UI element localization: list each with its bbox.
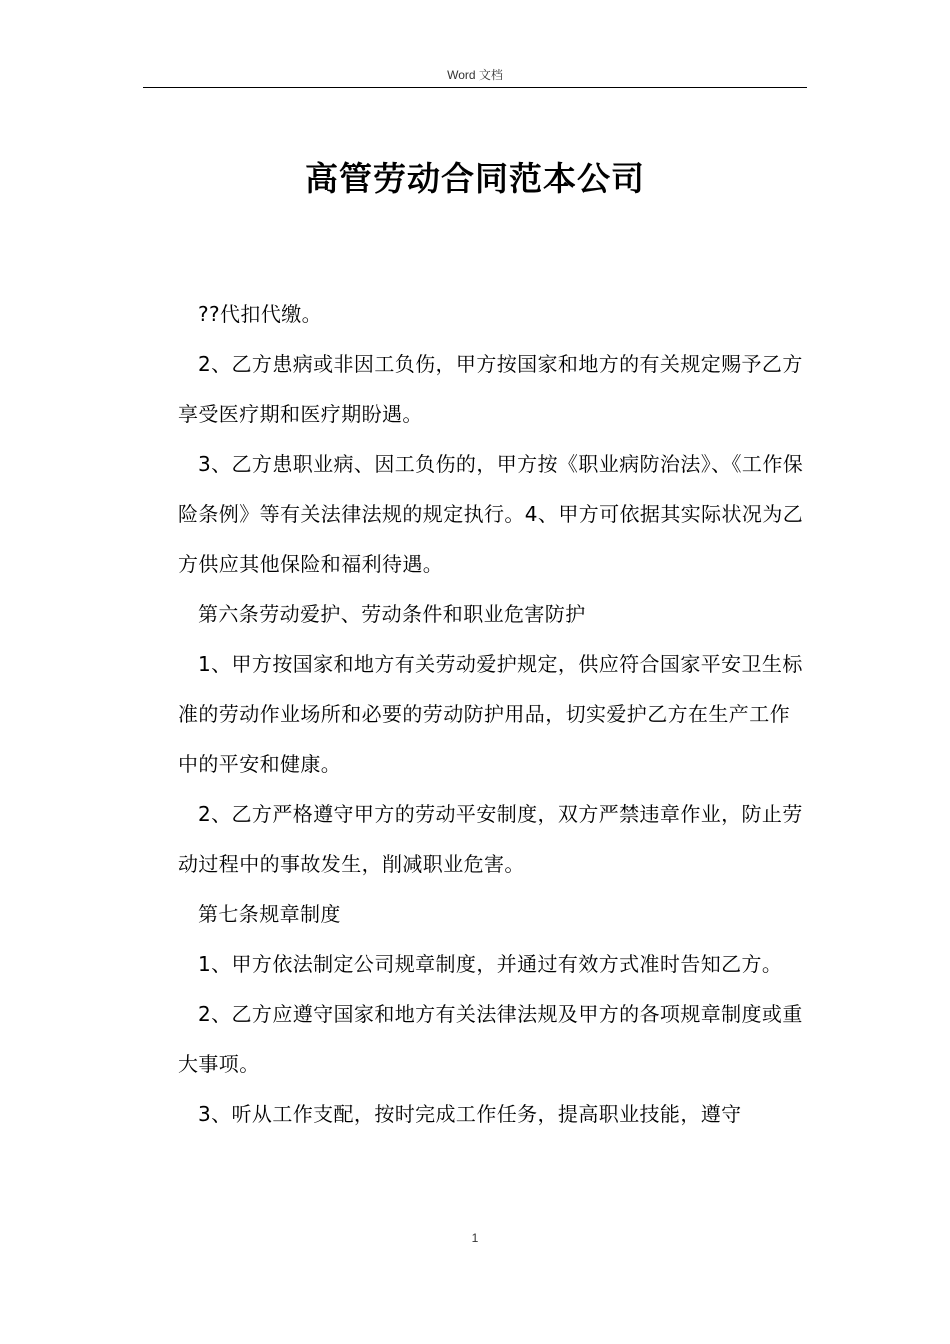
section-heading: 第六条劳动爱护、劳动条件和职业危害防护 [198, 602, 586, 626]
section-heading: 第七条规章制度 [198, 902, 341, 926]
paragraph: 1、甲方按国家和地方有关劳动爱护规定，供应符合国家平安卫生标准的劳动作业场所和必要的劳动防护用品，切实爱护乙方在生产工作中的平安和健康。 [178, 652, 803, 776]
document-title: 高管劳动合同范本公司 [305, 159, 645, 198]
paragraph: ??代扣代缴。 [198, 302, 323, 326]
page-number: 1 [471, 1231, 479, 1245]
paragraph: 2、乙方严格遵守甲方的劳动平安制度，双方严禁违章作业，防止劳动过程中的事故发生，削减职业危害。 [178, 802, 803, 876]
document-body [178, 289, 804, 1139]
paragraph: 3、乙方患职业病、因工负伤的，甲方按《职业病防治法》、《工作保险条例》等有关法律法规的规定执行。4、甲方可依据其实际状况为乙方供应其他保险和福利待遇。 [178, 452, 804, 576]
paragraph: 3、听从工作支配，按时完成工作任务，提高职业技能，遵守 [198, 1102, 742, 1126]
paragraph: 2、乙方应遵守国家和地方有关法律法规及甲方的各项规章制度或重大事项。 [178, 1002, 803, 1076]
paragraph: 2、乙方患病或非因工负伤，甲方按国家和地方的有关规定赐予乙方享受医疗期和医疗期盼遇。 [178, 352, 803, 426]
page-header: Word 文档 [447, 68, 503, 82]
header-divider [143, 87, 807, 88]
paragraph: 1、甲方依法制定公司规章制度，并通过有效方式准时告知乙方。 [198, 952, 783, 976]
